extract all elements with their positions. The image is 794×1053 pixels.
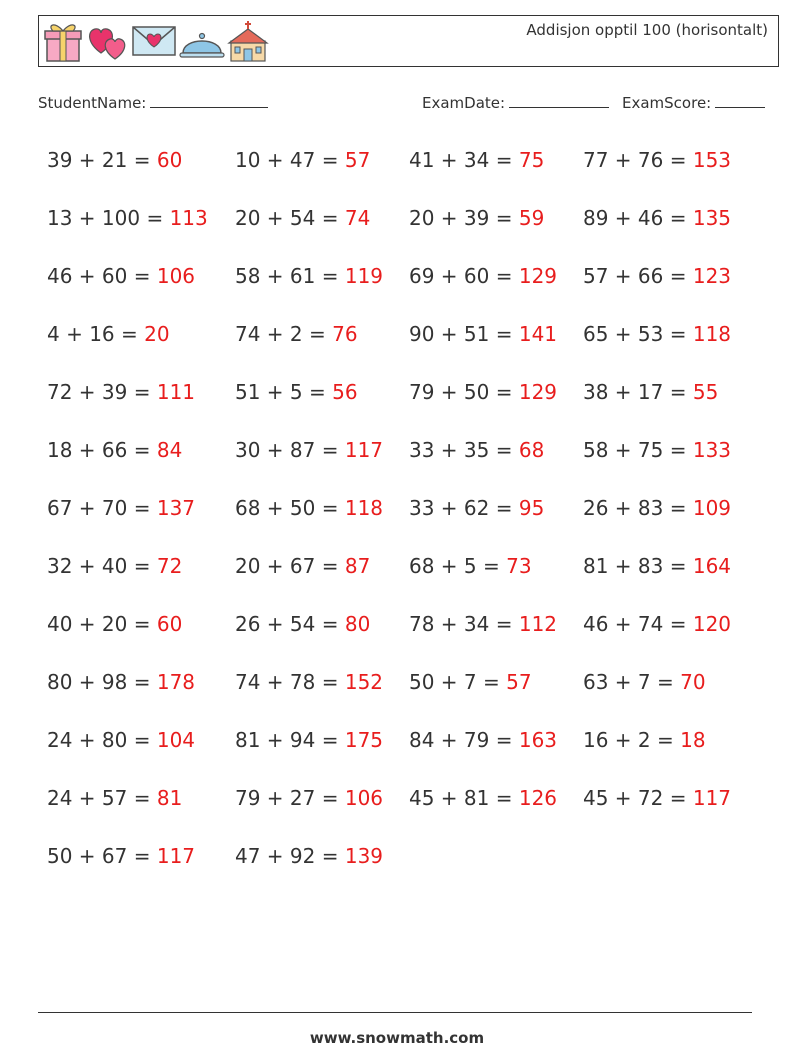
problem-expression: 24 + 57 = <box>47 786 157 810</box>
problem-expression: 20 + 54 = <box>235 206 345 230</box>
problem-item <box>583 670 706 694</box>
problem-expression: 57 + 66 = <box>583 264 693 288</box>
problem-answer: 163 <box>518 728 558 752</box>
problem-item <box>47 438 182 462</box>
problem-answer: 139 <box>344 844 384 868</box>
problem-expression: 78 + 34 = <box>409 612 519 636</box>
worksheet-title: Addisjon opptil 100 (horisontalt) <box>526 21 768 39</box>
problem-item <box>409 728 557 752</box>
problem-expression: 26 + 54 = <box>235 612 345 636</box>
problem-expression: 74 + 78 = <box>235 670 345 694</box>
problem-item <box>235 728 383 752</box>
problem-answer: 117 <box>692 786 732 810</box>
problem-answer: 75 <box>518 148 545 172</box>
problem-expression: 69 + 60 = <box>409 264 519 288</box>
exam-score-label: ExamScore: <box>622 94 712 112</box>
problem-expression: 32 + 40 = <box>47 554 157 578</box>
problem-expression: 77 + 76 = <box>583 148 693 172</box>
problem-item <box>235 786 383 810</box>
problem-expression: 50 + 7 = <box>409 670 507 694</box>
problem-item <box>47 148 182 172</box>
problem-answer: 137 <box>156 496 196 520</box>
icon-strip <box>43 19 269 63</box>
problem-item <box>47 206 208 230</box>
problem-expression: 68 + 5 = <box>409 554 507 578</box>
problem-expression: 67 + 70 = <box>47 496 157 520</box>
problem-expression: 68 + 50 = <box>235 496 345 520</box>
problem-item <box>583 380 718 404</box>
problem-expression: 74 + 2 = <box>235 322 333 346</box>
problem-item <box>235 438 383 462</box>
footer-url: www.snowmath.com <box>309 1029 485 1047</box>
problem-answer: 81 <box>156 786 183 810</box>
problem-expression: 4 + 16 = <box>47 322 145 346</box>
problem-answer: 123 <box>692 264 732 288</box>
problem-answer: 20 <box>144 322 170 346</box>
problem-expression: 80 + 98 = <box>47 670 157 694</box>
problem-item <box>583 554 731 578</box>
problem-item <box>409 612 557 636</box>
problem-expression: 38 + 17 = <box>583 380 693 404</box>
exam-date-label: ExamDate: <box>422 94 506 112</box>
problem-expression: 26 + 83 = <box>583 496 693 520</box>
footer-divider <box>38 1012 752 1013</box>
exam-date-line <box>509 93 609 108</box>
problem-item <box>235 148 370 172</box>
problem-expression: 79 + 50 = <box>409 380 519 404</box>
problem-item <box>409 438 544 462</box>
problem-expression: 13 + 100 = <box>47 206 170 230</box>
problem-expression: 90 + 51 = <box>409 322 519 346</box>
church-icon <box>227 19 269 63</box>
problem-answer: 135 <box>692 206 732 230</box>
problem-expression: 50 + 67 = <box>47 844 157 868</box>
problem-item <box>47 844 195 868</box>
problem-answer: 59 <box>518 206 545 230</box>
problem-answer: 60 <box>156 148 183 172</box>
problem-expression: 41 + 34 = <box>409 148 519 172</box>
problem-expression: 45 + 81 = <box>409 786 519 810</box>
problem-answer: 118 <box>692 322 732 346</box>
exam-score-line <box>715 93 765 108</box>
problem-answer: 106 <box>344 786 384 810</box>
problem-answer: 84 <box>156 438 183 462</box>
problem-expression: 16 + 2 = <box>583 728 681 752</box>
hearts-icon <box>85 19 129 63</box>
problem-answer: 119 <box>344 264 384 288</box>
problem-answer: 80 <box>344 612 371 636</box>
problem-answer: 55 <box>692 380 719 404</box>
problem-answer: 117 <box>156 844 196 868</box>
problem-item <box>409 148 544 172</box>
student-name-label: StudentName: <box>38 94 147 112</box>
problem-answer: 74 <box>344 206 371 230</box>
problem-item <box>409 264 557 288</box>
problem-item <box>583 496 731 520</box>
problem-expression: 58 + 61 = <box>235 264 345 288</box>
exam-date-field <box>422 93 609 112</box>
problem-item <box>47 670 195 694</box>
problem-item <box>409 496 544 520</box>
problem-item <box>583 786 731 810</box>
problem-item <box>235 554 370 578</box>
problem-expression: 47 + 92 = <box>235 844 345 868</box>
problem-answer: 129 <box>518 264 558 288</box>
problem-answer: 153 <box>692 148 732 172</box>
problem-item <box>235 206 370 230</box>
problem-answer: 164 <box>692 554 732 578</box>
problem-answer: 57 <box>506 670 532 694</box>
student-name-line <box>150 93 268 108</box>
problem-item <box>47 786 182 810</box>
problem-item <box>235 670 383 694</box>
problem-expression: 33 + 62 = <box>409 496 519 520</box>
problem-item <box>583 612 731 636</box>
problem-answer: 126 <box>518 786 558 810</box>
problem-answer: 72 <box>156 554 183 578</box>
problem-answer: 60 <box>156 612 183 636</box>
problem-expression: 46 + 60 = <box>47 264 157 288</box>
problem-expression: 24 + 80 = <box>47 728 157 752</box>
problem-expression: 72 + 39 = <box>47 380 157 404</box>
problem-answer: 118 <box>344 496 384 520</box>
problem-item <box>235 612 370 636</box>
problem-expression: 89 + 46 = <box>583 206 693 230</box>
problem-item <box>47 380 195 404</box>
problem-answer: 129 <box>518 380 558 404</box>
problem-answer: 106 <box>156 264 196 288</box>
problem-answer: 133 <box>692 438 732 462</box>
problem-answer: 68 <box>518 438 545 462</box>
problem-expression: 20 + 39 = <box>409 206 519 230</box>
problem-expression: 65 + 53 = <box>583 322 693 346</box>
problem-expression: 10 + 47 = <box>235 148 345 172</box>
problem-expression: 33 + 35 = <box>409 438 519 462</box>
problem-expression: 84 + 79 = <box>409 728 519 752</box>
problem-item <box>47 322 170 346</box>
problem-item <box>47 496 195 520</box>
problem-expression: 81 + 83 = <box>583 554 693 578</box>
gift-icon <box>43 19 83 63</box>
problem-answer: 117 <box>344 438 384 462</box>
student-name-field <box>38 93 268 112</box>
problem-item <box>235 322 358 346</box>
problem-answer: 111 <box>156 380 196 404</box>
problem-answer: 95 <box>518 496 545 520</box>
problem-expression: 79 + 27 = <box>235 786 345 810</box>
problem-item <box>583 264 731 288</box>
problem-item <box>409 206 544 230</box>
problem-answer: 141 <box>518 322 558 346</box>
problem-expression: 51 + 5 = <box>235 380 333 404</box>
problem-expression: 81 + 94 = <box>235 728 345 752</box>
problem-expression: 63 + 7 = <box>583 670 681 694</box>
problem-item <box>235 380 358 404</box>
problem-answer: 73 <box>506 554 532 578</box>
love-letter-icon <box>131 19 177 63</box>
cloche-icon <box>179 19 225 63</box>
problem-answer: 152 <box>344 670 384 694</box>
problem-item <box>47 264 195 288</box>
problem-item <box>47 728 195 752</box>
problem-item <box>235 844 383 868</box>
problem-item <box>583 322 731 346</box>
problem-answer: 76 <box>332 322 358 346</box>
problem-item <box>583 728 706 752</box>
problem-item <box>235 264 383 288</box>
problem-expression: 18 + 66 = <box>47 438 157 462</box>
problem-answer: 113 <box>169 206 208 230</box>
problem-answer: 175 <box>344 728 384 752</box>
problem-item <box>583 438 731 462</box>
problem-item <box>409 322 557 346</box>
problem-answer: 56 <box>332 380 358 404</box>
header-box <box>38 15 779 67</box>
problem-item <box>409 380 557 404</box>
problem-answer: 70 <box>680 670 706 694</box>
problem-answer: 57 <box>344 148 371 172</box>
problem-expression: 39 + 21 = <box>47 148 157 172</box>
exam-score-field <box>622 93 765 112</box>
problem-answer: 178 <box>156 670 196 694</box>
problem-item <box>409 786 557 810</box>
problem-answer: 120 <box>692 612 732 636</box>
problem-answer: 109 <box>692 496 732 520</box>
problem-expression: 46 + 74 = <box>583 612 693 636</box>
problem-item <box>583 206 731 230</box>
problem-answer: 18 <box>680 728 706 752</box>
problem-item <box>409 670 532 694</box>
problem-expression: 40 + 20 = <box>47 612 157 636</box>
problem-expression: 20 + 67 = <box>235 554 345 578</box>
problem-answer: 104 <box>156 728 196 752</box>
problem-expression: 58 + 75 = <box>583 438 693 462</box>
problem-answer: 112 <box>518 612 558 636</box>
problem-expression: 30 + 87 = <box>235 438 345 462</box>
problem-item <box>235 496 383 520</box>
problem-item <box>583 148 731 172</box>
problem-item <box>47 554 182 578</box>
problem-item <box>47 612 182 636</box>
problem-expression: 45 + 72 = <box>583 786 693 810</box>
problem-answer: 87 <box>344 554 371 578</box>
problem-item <box>409 554 532 578</box>
